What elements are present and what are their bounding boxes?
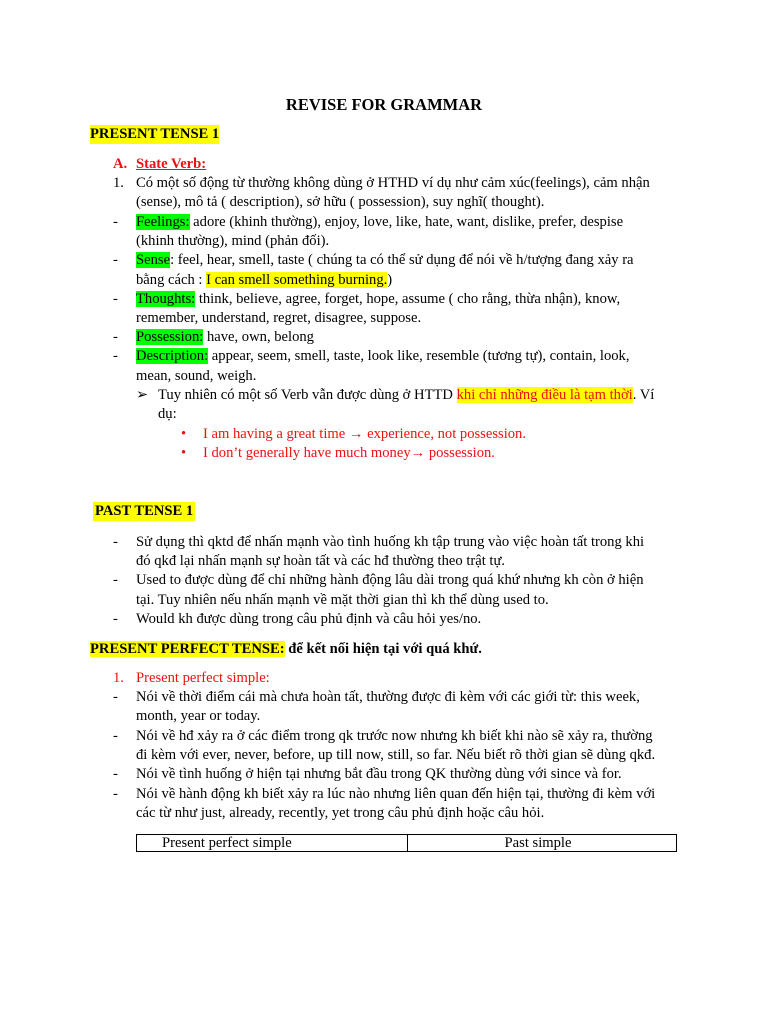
dash-marker: -	[113, 728, 118, 744]
paragraph-line: các từ như just, already, recently, yet trong câu phủ định hoặc câu hỏi.	[136, 805, 545, 821]
sense-label: Sense	[136, 252, 171, 268]
possession-text: have, own, belong	[203, 329, 314, 345]
sense-text-2: bằng cách :	[136, 272, 207, 288]
sense-example: I can smell something burning.	[206, 272, 388, 288]
note-text-end: . Ví	[632, 387, 655, 403]
sense-line-2	[136, 271, 392, 290]
paragraph-line: (khinh thường), mind (phản đối).	[136, 233, 330, 249]
paragraph-line: dụ:	[158, 406, 177, 422]
paragraph-line: đi kèm với ever, never, before, up till now, still, so far. Nếu biết rõ thời gian sẽ dùng qkđ.	[136, 747, 656, 763]
dash-marker: -	[113, 766, 118, 782]
paragraph-line: Nói về thời điểm cái mà chưa hoàn tất, thường được đi kèm với các giới từ: this week,	[136, 689, 640, 705]
list-number-1: 1.	[113, 670, 124, 686]
paragraph-line: Would kh được dùng trong câu phủ định và câu hỏi yes/no.	[136, 611, 482, 627]
table-header-past-simple: Past simple	[504, 835, 572, 851]
description-text: appear, seem, smell, taste, look like, resemble (tương tự), contain, look,	[208, 348, 630, 364]
dash-marker: -	[113, 534, 118, 550]
paragraph-line: Nói về hành động kh biết xảy ra lúc nào nhưng liên quan đến hiện tại, thường đi kèm với	[136, 786, 656, 802]
thoughts-item	[136, 290, 620, 309]
paragraph-line: remember, understand, regret, disagree, suppose.	[136, 310, 422, 326]
paragraph-line: tại. Tuy nhiên nếu nhấn mạnh về mặt thời gian thì kh thể dùng used to.	[136, 592, 549, 608]
description-item	[136, 347, 630, 366]
present-perfect-label: PRESENT PERFECT TENSE:	[90, 641, 285, 657]
bullet-icon: •	[181, 426, 187, 442]
present-perfect-heading	[90, 640, 482, 659]
possession-label: Possession:	[136, 329, 204, 345]
past-tense-1-heading: PAST TENSE 1	[95, 503, 194, 519]
paragraph-line: Sử dụng thì qktd để nhấn mạnh vào tình huống kh tập trung vào việc hoàn tất trong khi	[136, 534, 645, 550]
sense-close-paren: )	[387, 272, 393, 288]
paragraph-line: (sense), mô tả ( description), sở hữu ( possession), suy nghĩ( thought).	[136, 194, 545, 210]
present-tense-1-heading: PRESENT TENSE 1	[90, 126, 220, 142]
paragraph-line: mean, sound, weigh.	[136, 368, 257, 384]
table-header-present-perfect: Present perfect simple	[137, 835, 408, 851]
bullet-icon: •	[181, 445, 187, 461]
dash-marker: -	[113, 348, 118, 364]
sense-item	[136, 251, 634, 270]
note-line	[158, 386, 654, 405]
example-2: I don’t generally have much money→ possession.	[203, 445, 495, 461]
dash-marker: -	[113, 252, 118, 268]
arrow-bullet-icon: ➢	[136, 387, 149, 403]
paragraph-line: Có một số động từ thường không dùng ở HTHD ví dụ như cảm xúc(feelings), cảm nhận	[136, 175, 650, 191]
paragraph-line: Used to được dùng để chỉ những hành động lâu dài trong quá khứ nhưng kh còn ở hiện	[136, 572, 644, 588]
note-text: Tuy nhiên có một số Verb vẫn được dùng ở HTTD	[158, 387, 457, 403]
dash-marker: -	[113, 611, 118, 627]
dash-marker: -	[113, 572, 118, 588]
example-1: I am having a great time → experience, not possession.	[203, 426, 526, 442]
dash-marker: -	[113, 689, 118, 705]
paragraph-line: Nói về hđ xảy ra ở các điểm trong qk trước now nhưng kh biết khi nào sẽ xảy ra, thường	[136, 728, 653, 744]
present-perfect-subtitle: để kết nối hiện tại với quá khứ.	[284, 641, 482, 657]
dash-marker: -	[113, 214, 118, 230]
note-highlight: khi chỉ những điều là tạm thời	[456, 387, 633, 403]
description-label: Description:	[136, 348, 209, 364]
paragraph-line: đó qkđ lại nhấn mạnh sự hoàn tất và các hđ thường theo trật tự.	[136, 553, 506, 569]
dash-marker: -	[113, 291, 118, 307]
thoughts-text: think, believe, agree, forget, hope, assume ( cho rằng, thừa nhận), know,	[195, 291, 621, 307]
section-a-marker: A.	[113, 156, 128, 172]
page-title: REVISE FOR GRAMMAR	[285, 95, 483, 114]
paragraph-line: month, year or today.	[136, 708, 261, 724]
thoughts-label: Thoughts:	[136, 291, 196, 307]
sense-text: : feel, hear, smell, taste ( chúng ta có thể sử dụng để nói về h/tượng đang xảy ra	[170, 252, 634, 268]
feelings-text: adore (khinh thường), enjoy, love, like, hate, want, dislike, prefer, despise	[189, 214, 624, 230]
possession-item	[136, 328, 314, 347]
state-verb-label: State Verb:	[136, 156, 207, 172]
feelings-item	[136, 213, 623, 232]
feelings-label: Feelings:	[136, 214, 190, 230]
dash-marker: -	[113, 786, 118, 802]
paragraph-line: Nói về tình huống ở hiện tại nhưng bắt đầu trong QK thường dùng với since và for.	[136, 766, 622, 782]
present-perfect-simple-label: Present perfect simple:	[136, 670, 270, 686]
list-number-1: 1.	[113, 175, 124, 191]
comparison-table	[136, 834, 677, 852]
dash-marker: -	[113, 329, 118, 345]
